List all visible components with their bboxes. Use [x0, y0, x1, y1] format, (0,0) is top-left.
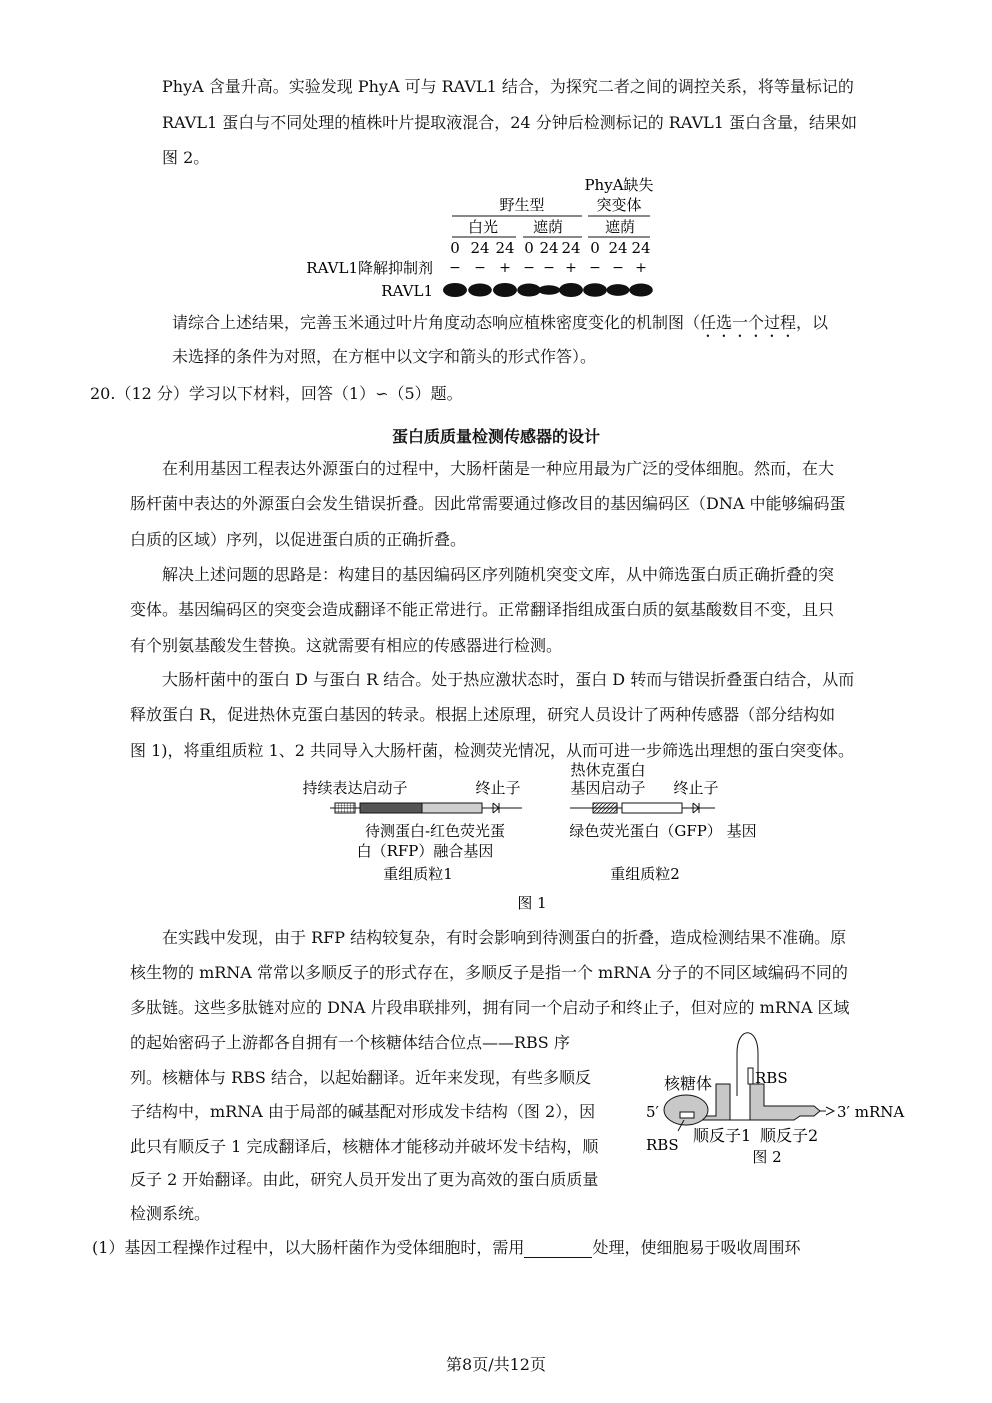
sub-question-1-a: (1）基因工程操作过程中，以大肠杆菌作为受体细胞时，需用 [92, 1238, 525, 1257]
gel-header-wild: 野生型 [499, 196, 545, 214]
gel-header-shade1: 遮荫 [532, 218, 564, 236]
gel-time-label: 24 [470, 239, 490, 257]
figure-1-plasmids [290, 760, 790, 920]
answer-blank[interactable] [524, 1241, 592, 1258]
text-line: 释放蛋白 R，促进热休克蛋白基因的转录。根据上述原理，研究人员设计了两种传感器（部分结构如 [130, 705, 836, 724]
mrna-arrowhead [826, 1107, 834, 1115]
p1-promoter-box [335, 803, 355, 813]
gel-time-label: 0 [590, 239, 600, 257]
text-line: 解决上述问题的思路是：构建目的基因编码区序列随机突变文库，从中筛选蛋白质正确折叠的突 [162, 565, 835, 584]
sub-question-1-b: 处理，使细胞易于吸收周围环 [592, 1238, 801, 1257]
text-line: 检测系统。 [130, 1204, 211, 1223]
page-footer: 第8页/共12页 [446, 1355, 546, 1374]
text-line: RAVL1 蛋白与不同处理的植株叶片提取液混合，24 分钟后检测标记的 RAVL1 蛋白含量，结果如 [162, 113, 858, 132]
p1-fusion-gene-light [422, 803, 482, 813]
p2-gfp-gene [622, 803, 682, 813]
question-20-header: 20.（12 分）学习以下材料，回答（1）∽（5）题。 [90, 384, 463, 403]
gel-inhibitor-label: RAVL1降解抑制剂 [306, 259, 433, 277]
gel-header-mutant-2: 突变体 [596, 196, 642, 214]
question-text-a: 请综合上述结果，完善玉米通过叶片角度动态响应植株密度变化的机制图（ [172, 313, 701, 332]
gel-time-label: 0 [450, 239, 460, 257]
gel-inhibitor-sign: − [589, 260, 601, 276]
p1-terminator-label: 终止子 [475, 779, 521, 797]
gel-band [629, 283, 653, 296]
text-line: 子结构中，mRNA 由于局部的碱基配对形成发卡结构（图 2），因 [130, 1102, 596, 1121]
rbs-top-box [748, 1068, 753, 1084]
gel-band-label: RAVL1 [381, 282, 433, 300]
five-prime-label: 5′ [646, 1103, 659, 1121]
text-line: 大肠杆菌中的蛋白 D 与蛋白 R 结合。处于热应激状态时，蛋白 D 转而与错误折叠蛋白结合，从而 [162, 670, 855, 689]
p2-gene-label: 绿色荧光蛋白（GFP） 基因 [569, 822, 757, 840]
p1-promoter-label: 持续表达启动子 [302, 779, 408, 797]
gel-band [607, 284, 630, 296]
cistron2-label: 顺反子2 [760, 1126, 819, 1145]
gel-header-mutant-1: PhyA缺失 [584, 176, 654, 194]
gel-inhibitor-sign: − [612, 260, 624, 276]
text-line: 的起始密码子上游都各自拥有一个核糖体结合位点——RBS 序 [130, 1033, 570, 1052]
gel-time-label: 24 [495, 239, 515, 257]
gel-header-white: 白光 [467, 218, 499, 236]
gel-inhibitor-sign: − [523, 260, 535, 276]
text-line: 反子 2 开始翻译。由此，研究人员开发出了更为高效的蛋白质质量 [130, 1170, 599, 1189]
text-line: 图 1)，将重组质粒 1、2 共同导入大肠杆菌，检测荧光情况，从而可进一步筛选出理想的蛋白突变体。 [130, 741, 855, 760]
text-line: 有个别氨基酸发生替换。这就需要有相应的传感器进行检测。 [130, 636, 563, 655]
text-line: 此只有顺反子 1 完成翻译后，核糖体才能移动并破坏发卡结构，顺 [130, 1137, 599, 1156]
three-prime-label: 3′ mRNA [837, 1103, 905, 1121]
western-blot-figure [290, 175, 670, 305]
question-text-b: ，以 [796, 313, 829, 332]
p2-promoter-box [593, 803, 617, 813]
text-line: 图 2。 [162, 148, 210, 167]
p1-name: 重组质粒1 [383, 865, 453, 883]
gel-inhibitor-sign: + [499, 260, 511, 276]
rbs-bottom-label: RBS [646, 1136, 679, 1154]
gel-time-label: 24 [561, 239, 581, 257]
text-line: 肠杆菌中表达的外源蛋白会发生错误折叠。因此常需要通过修改目的基因编码区（DNA 中能够编码蛋 [130, 494, 846, 513]
ribosome-shape [664, 1095, 708, 1125]
gel-band [517, 283, 541, 296]
cistron1-label: 顺反子1 [693, 1126, 752, 1145]
rbs-bottom-box [680, 1112, 694, 1118]
gel-inhibitor-sign: − [474, 260, 486, 276]
text-line: 多肽链。这些多肽链对应的 DNA 片段串联排列，拥有同一个启动子和终止子，但对应的 mRNA 区域 [130, 998, 850, 1017]
gel-time-label: 0 [524, 239, 534, 257]
figure-2-hairpin [640, 1028, 910, 1173]
p2-name: 重组质粒2 [610, 865, 680, 883]
gel-band [583, 283, 607, 297]
gel-band [443, 283, 467, 297]
question-line [172, 313, 828, 341]
gel-time-label: 24 [608, 239, 628, 257]
text-line: 核生物的 mRNA 常常以多顺反子的形式存在，多顺反子是指一个 mRNA 分子的不同区域编码不同的 [130, 963, 848, 982]
text-line: 列。核糖体与 RBS 结合，以起始翻译。近年来发现，有些多顺反 [130, 1068, 591, 1087]
p2-promoter-label-2: 基因启动子 [570, 779, 646, 797]
gel-time-label: 24 [631, 239, 651, 257]
article-title: 蛋白质质量检测传感器的设计 [391, 427, 600, 446]
question-emphasis: 任选一个过程 [700, 313, 797, 332]
gel-inhibitor-sign: + [565, 260, 577, 276]
text-line: 变体。基因编码区的突变会造成翻译不能正常进行。正常翻译指组成蛋白质的氨基酸数目不变，且只 [130, 600, 835, 619]
p1-gene-label-1: 待测蛋白-红色荧光蛋 [364, 822, 506, 840]
ribosome-label: 核糖体 [663, 1074, 713, 1093]
figure-1-caption: 图 1 [517, 894, 547, 912]
text-line: PhyA 含量升高。实验发现 PhyA 可与 RAVL1 结合，为探究二者之间的调控关系，将等量标记的 [162, 77, 854, 96]
figure-2-caption: 图 2 [752, 1148, 782, 1166]
p1-gene-label-2: 白（RFP）融合基因 [356, 842, 494, 860]
gel-band [538, 285, 560, 295]
gel-band [468, 283, 492, 296]
sub-question-1 [92, 1238, 800, 1258]
gel-inhibitor-sign: + [635, 260, 647, 276]
gel-header-shade2: 遮荫 [604, 218, 636, 236]
p1-fusion-gene-dark [360, 803, 422, 813]
p2-promoter-label-1: 热休克蛋白 [570, 761, 646, 779]
text-line: 白质的区域）序列，以促进蛋白质的正确折叠。 [130, 530, 467, 549]
gel-inhibitor-sign: − [543, 260, 555, 276]
p2-terminator-label: 终止子 [673, 779, 719, 797]
text-line: 在利用基因工程表达外源蛋白的过程中，大肠杆菌是一种应用最为广泛的受体细胞。然而，在大 [162, 459, 835, 478]
gel-band [493, 283, 517, 297]
question-line: 未选择的条件为对照，在方框中以文字和箭头的形式作答）。 [172, 347, 597, 366]
gel-band [559, 283, 583, 297]
gel-inhibitor-sign: − [449, 260, 461, 276]
gel-time-label: 24 [539, 239, 559, 257]
rbs-top-label: RBS [755, 1069, 788, 1087]
text-line: 在实践中发现，由于 RFP 结构较复杂，有时会影响到待测蛋白的折叠，造成检测结果不准确。原 [162, 928, 847, 947]
